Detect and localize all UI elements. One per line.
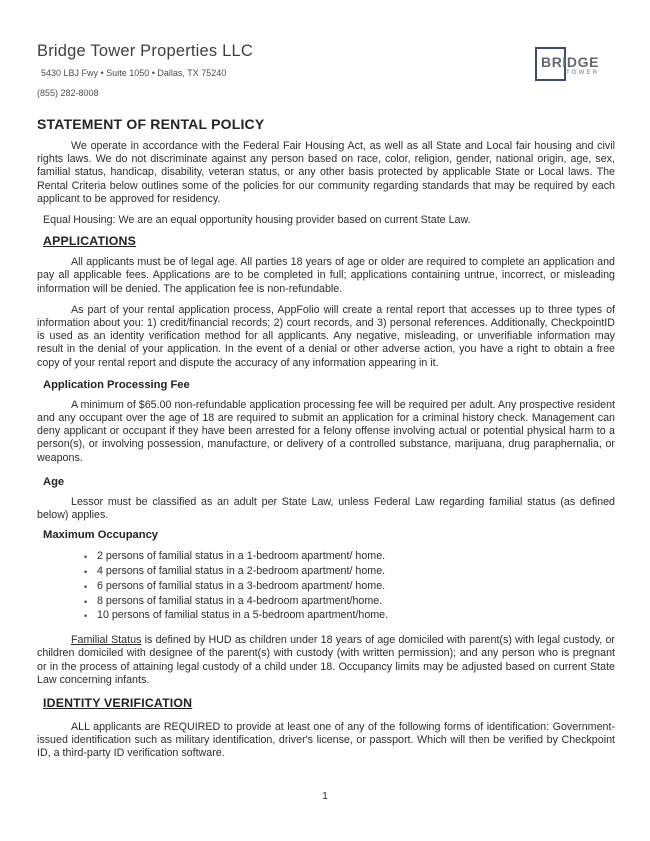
intro-paragraph: We operate in accordance with the Federal Fair Housing Act, as well as all State and Local fair housing and civil rights laws. We do not discriminate against any person based on race, color, religion, gender, national origin, age, sex, familial status, handicap, disability, veteran status, or any other basis protected by applicable State or Local laws. The Rental Criteria below outlines some of the policies for our community regarding standards that may be required by each applicant to be approved for residency. <box>37 140 615 205</box>
application-fee-paragraph: A minimum of $65.00 non-refundable application processing fee will be required per adult. Any prospective resident and any occupant over the age of 18 are required to submit an application for a criminal history check. Management can deny applicant or occupant if they have been arrested for a felony offense involving actual or potential physical harm to a person(s), or involving possession, manufacture, or delivery of a controlled substance, marijuana, drug paraphernalia, or weapons. <box>37 398 615 464</box>
logo-wordmark: BRIDGE <box>541 54 600 70</box>
familial-status-term: Familial Status <box>71 634 142 647</box>
occupancy-item: • 4 persons of familial status in a 2-bedroom apartment/ home. <box>97 564 615 579</box>
occupancy-list <box>37 549 615 623</box>
document-title: STATEMENT OF RENTAL POLICY <box>37 116 265 132</box>
bridge-tower-logo-icon <box>535 46 615 88</box>
applications-paragraph-1: All applicants must be of legal age. All parties 18 years of age or older are required to complete an application and pay all applicable fees. Applications are to be completed in full; applications containing untrue, incorrect, or misleading information will be denied. The application fee is non-refundable. <box>37 256 615 295</box>
age-paragraph: Lessor must be classified as an adult per State Law, unless Federal Law regarding familial status (as defined below) applies. <box>37 495 615 522</box>
subheading-age: Age <box>43 475 65 488</box>
section-heading-applications: APPLICATIONS <box>43 234 137 249</box>
occupancy-item: • 6 persons of familial status in a 3-bedroom apartment/ home. <box>97 579 615 594</box>
familial-status-text: is defined by HUD as children under 18 years of age domiciled with parent(s) with legal custody, or children domiciled with designee of the parent(s) with custody (with written permission); and any person who is pregnant or in the process of attaining legal custody of a child under 18. Occupancy limits may be adjusted based on current State Law concerning infants. <box>37 634 615 686</box>
company-address: 5430 LBJ Fwy • Suite 1050 • Dallas, TX 75240 <box>41 68 227 78</box>
subheading-application-processing-fee: Application Processing Fee <box>43 378 190 391</box>
occupancy-item: • 2 persons of familial status in a 1-bedroom apartment/ home. <box>97 549 615 564</box>
logo-subtext: TOWER <box>566 70 600 76</box>
section-heading-identity-verification: IDENTITY VERIFICATION <box>43 696 193 711</box>
letterhead-text <box>37 42 253 98</box>
occupancy-item: • 10 persons of familial status in a 5-bedroom apartment/home. <box>97 608 615 623</box>
company-phone: (855) 282-8008 <box>37 88 99 98</box>
company-name: Bridge Tower Properties LLC <box>37 42 254 60</box>
subheading-maximum-occupancy: Maximum Occupancy <box>43 529 159 542</box>
page-number: 1 <box>322 790 328 802</box>
occupancy-item: • 8 persons of familial status in a 4-bedroom apartment/home. <box>97 594 615 609</box>
identity-verification-paragraph: ALL applicants are REQUIRED to provide at least one of any of the following forms of identification: Government-issued identification such as military identification, driver's license, or passport. Which will then be verified by Checkpoint ID, a third-party ID verification software. <box>37 721 615 760</box>
letterhead <box>37 42 615 98</box>
equal-housing-statement: Equal Housing: We are an equal opportunity housing provider based on current State Law. <box>43 214 471 227</box>
familial-status-paragraph <box>37 634 615 687</box>
applications-paragraph-2: As part of your rental application process, AppFolio will create a rental report that accesses up to three types of information about you: 1) credit/financial records; 2) court records, and 3) personal references. Additionally, CheckpointID is used as an identity verification method for all applicants. Any negative, misleading, or unverifiable information may result in the denial of your application. In the event of a denial or other adverse action, you have a right to obtain a free copy of your rental report and dispute the accuracy of any information appearing in it. <box>37 303 615 369</box>
